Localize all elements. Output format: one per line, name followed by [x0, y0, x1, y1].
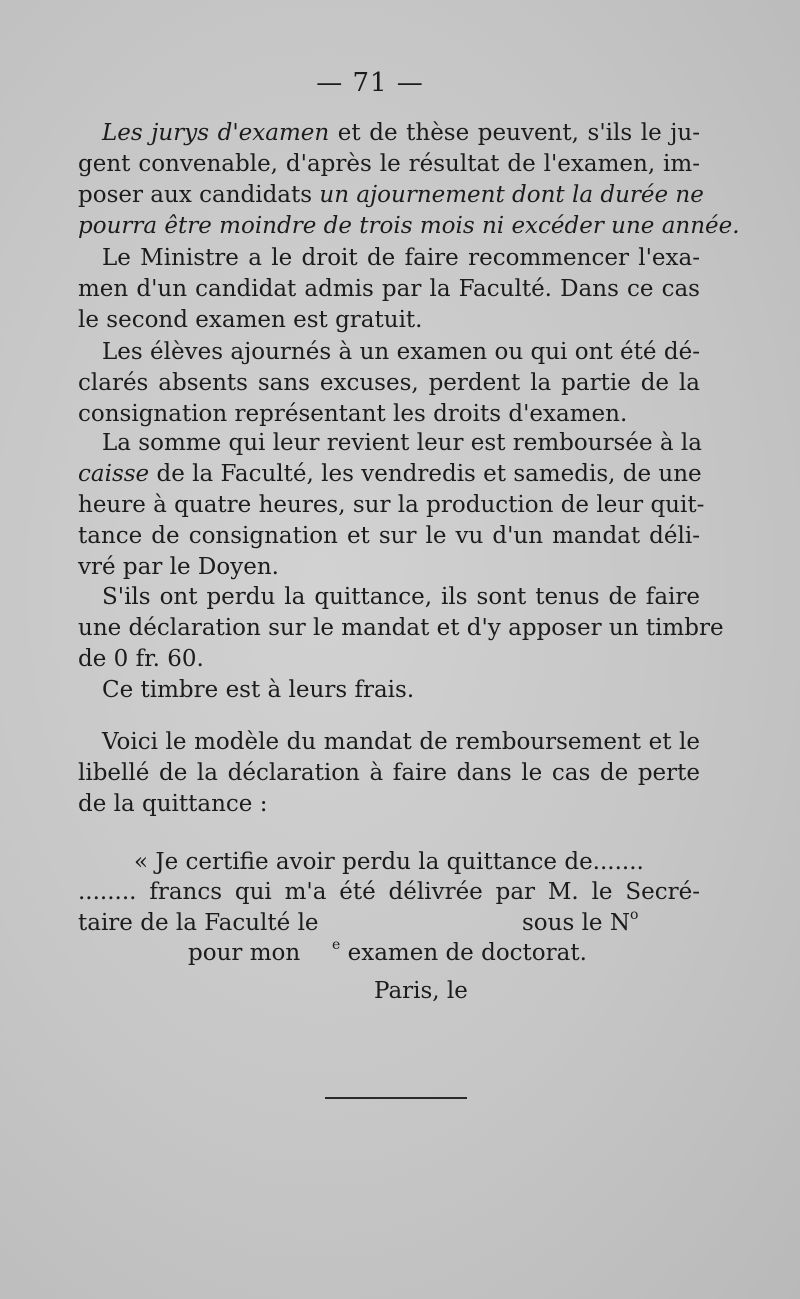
text-run: de la Faculté, les vendredis et samedis, de une	[149, 461, 702, 487]
paragraph-5-line-2: une déclaration sur le mandat et d'y apposer un timbre	[78, 615, 724, 641]
caisse-italic-text: caisse	[78, 461, 150, 487]
paragraph-4-line-2	[78, 459, 700, 490]
superscript: o	[629, 907, 639, 923]
paragraph-6-line-1: Ce timbre est à leurs frais.	[102, 677, 415, 703]
paragraph-5-line-1: S'ils ont perdu la quittance, ils sont tenus de faire	[102, 584, 700, 610]
jurys-italic-text: Les jurys d'examen	[102, 120, 330, 146]
paragraph-3-line-2: clarés absents sans excuses, perdent la partie de la	[78, 370, 700, 396]
paragraph-4-line-1: La somme qui leur revient leur est remboursée à la	[102, 430, 702, 456]
paragraph-1-line-4: pourra être moindre de trois mois ni excéder une année.	[78, 213, 740, 239]
paragraph-2-line-3: le second examen est gratuit.	[78, 307, 423, 333]
text-run: poser aux candidats	[78, 182, 320, 208]
ajournement-italic-text: un ajournement dont la durée ne	[319, 182, 704, 208]
paragraph-7-line-2: libellé de la déclaration à faire dans le cas de perte	[78, 760, 700, 786]
declaration-line-2: ........ francs qui m'a été délivrée par M. le Secré-	[78, 879, 700, 905]
paragraph-2-line-2: men d'un candidat admis par la Faculté. Dans ce cas	[78, 276, 700, 302]
paragraph-5-line-3: de 0 fr. 60.	[78, 646, 204, 672]
paragraph-4-line-5: vré par le Doyen.	[78, 554, 279, 580]
paragraph-7-line-1: Voici le modèle du mandat de remboursement et le	[102, 729, 700, 755]
paragraph-7-line-3: de la quittance :	[78, 791, 268, 817]
declaration-line-4-right	[332, 938, 587, 969]
paragraph-1-line-3	[78, 180, 704, 211]
paragraph-1-line-2: gent convenable, d'après le résultat de l'examen, im-	[78, 151, 700, 177]
superscript: e	[332, 937, 341, 953]
declaration-line-4-left: pour mon	[188, 940, 301, 966]
end-rule	[325, 1097, 467, 1099]
paragraph-4-line-4: tance de consignation et sur le vu d'un mandat déli-	[78, 523, 700, 549]
paragraph-3-line-3: consignation représentant les droits d'examen.	[78, 401, 628, 427]
text-run: sous le N	[522, 910, 630, 936]
declaration-line-3-left: taire de la Faculté le	[78, 910, 319, 936]
paragraph-1-line-1	[78, 118, 700, 149]
text-run: examen de doctorat.	[340, 940, 587, 966]
paragraph-4-line-3: heure à quatre heures, sur la production de leur quit-	[78, 492, 705, 518]
signature-place-date: Paris, le	[374, 978, 468, 1004]
text-run: et de thèse peuvent, s'ils le ju-	[329, 120, 701, 146]
declaration-line-3-right	[522, 908, 638, 939]
paragraph-3-line-1: Les élèves ajournés à un examen ou qui ont été dé-	[102, 339, 700, 365]
paragraph-2-line-1: Le Ministre a le droit de faire recommencer l'exa-	[102, 245, 700, 271]
declaration-line-1: « Je certifie avoir perdu la quittance de.......	[134, 849, 644, 875]
page-number: — 71 —	[316, 68, 424, 98]
